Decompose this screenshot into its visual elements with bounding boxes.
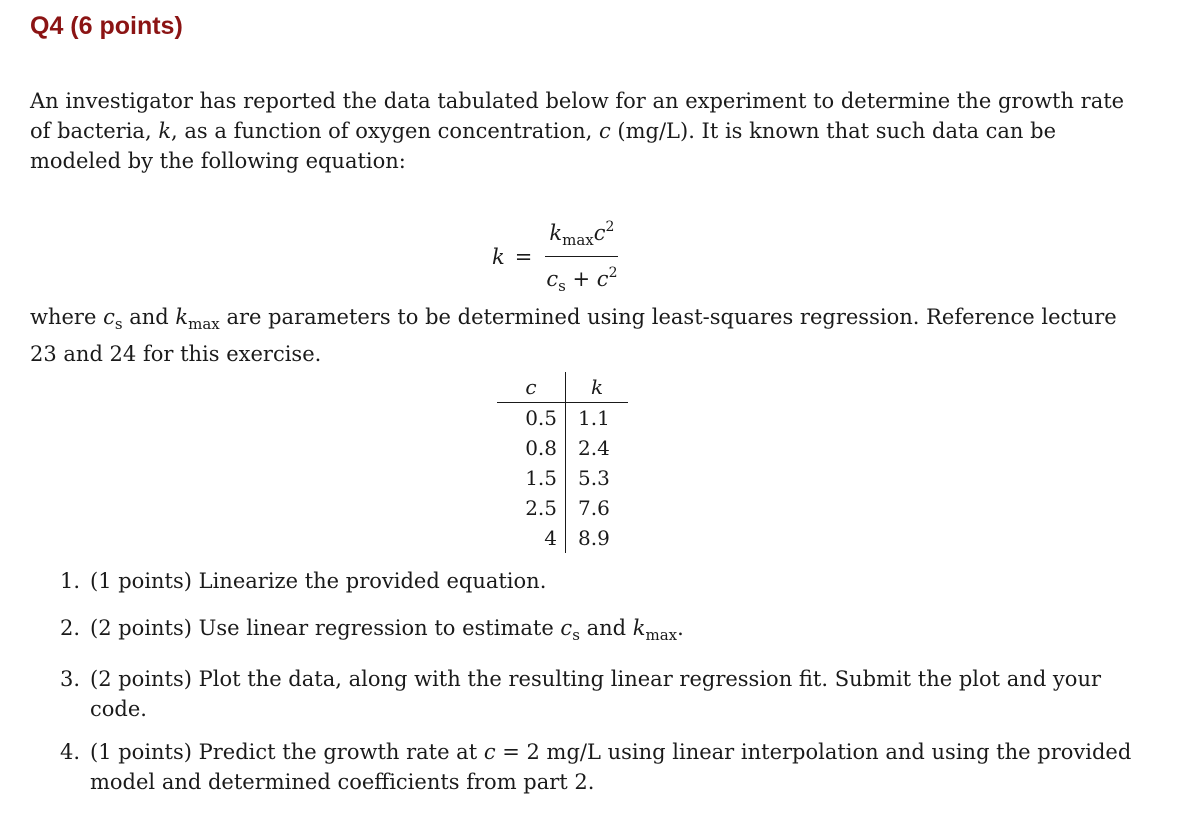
where-cs-sub: s	[114, 315, 123, 333]
question-3-number: 3.	[60, 667, 81, 691]
denominator-c2-sup: 2	[608, 265, 618, 281]
question-1	[60, 566, 1140, 596]
table-header-row	[497, 372, 628, 403]
table-cell-k: 1.1	[578, 406, 610, 430]
table-cell-k: 7.6	[578, 496, 610, 520]
where-cs: c	[103, 305, 115, 329]
denominator-c2: c	[596, 267, 609, 291]
table-cell-c: 2.5	[497, 493, 566, 523]
equation-lhs: k	[492, 244, 505, 269]
question-3	[60, 664, 1140, 724]
table-row	[497, 403, 628, 434]
question-2-text-3: .	[677, 616, 684, 640]
question-2-text	[90, 613, 1140, 650]
equation-numerator	[545, 214, 618, 257]
table-cell-c: 4	[497, 523, 566, 553]
equation-denominator	[542, 257, 621, 299]
table-row	[497, 433, 628, 463]
question-4-number: 4.	[60, 740, 81, 764]
question-1-number: 1.	[60, 569, 81, 593]
question-2	[60, 613, 1140, 650]
table-header-k: k	[590, 375, 604, 399]
table-header-c: c	[497, 372, 566, 403]
table-row	[497, 463, 628, 493]
denominator-c: c	[546, 267, 559, 291]
question-3-text: (2 points) Plot the data, along with the resulting linear regression fit. Submit the plot and your code.	[90, 667, 1102, 721]
denominator-c-sub: s	[558, 277, 566, 295]
denominator-plus: +	[572, 267, 591, 291]
question-4-var-c: c	[483, 740, 496, 764]
question-4	[60, 737, 1140, 797]
question-4-text-1: (1 points) Predict the growth rate at	[90, 740, 484, 764]
question-2-cs: c	[560, 616, 573, 640]
numerator-c: c	[593, 221, 606, 245]
question-2-kmax: k	[632, 616, 646, 640]
table-cell-k: 2.4	[578, 436, 610, 460]
question-heading: Q4 (6 points)	[30, 12, 183, 40]
question-4-text-2: = 2 mg/L using linear interpolation and using the provided model and determined coefficients from part 2.	[90, 740, 1132, 794]
table-cell-c: 1.5	[497, 463, 566, 493]
intro-var-c: c	[598, 119, 611, 143]
where-kmax: k	[175, 305, 189, 329]
question-1-text: (1 points) Linearize the provided equation.	[90, 569, 547, 593]
numerator-k: k	[549, 221, 563, 245]
intro-text-1: An investigator has reported the data tabulated below for an experiment to determine the growth rate of bacteria,	[30, 89, 1125, 143]
equation-fraction	[542, 214, 621, 299]
intro-var-k: k	[158, 119, 172, 143]
model-equation	[492, 214, 621, 299]
numerator-k-sub: max	[562, 231, 594, 249]
where-kmax-sub: max	[188, 315, 220, 333]
equation-equals: =	[514, 244, 533, 269]
question-2-number: 2.	[60, 616, 81, 640]
question-2-text-1: (2 points) Use linear regression to estimate	[90, 616, 561, 640]
question-list	[60, 566, 1140, 797]
table-row	[497, 493, 628, 523]
table-cell-k: 5.3	[578, 466, 610, 490]
data-table	[497, 372, 628, 553]
where-paragraph	[30, 302, 1140, 369]
question-2-kmax-sub: max	[645, 626, 678, 644]
table-cell-k: 8.9	[578, 526, 610, 550]
table-row	[497, 523, 628, 553]
table-cell-c: 0.8	[497, 433, 566, 463]
intro-paragraph	[30, 86, 1140, 176]
question-4-text	[90, 737, 1140, 797]
question-2-cs-sub: s	[572, 626, 580, 644]
intro-text-2: , as a function of oxygen concentration,	[171, 119, 599, 143]
intro-text-3: (mg/L). It is known that such data can be modeled by the following equation:	[30, 119, 1056, 173]
table-cell-c: 0.5	[497, 403, 566, 434]
where-text-2: and	[122, 305, 176, 329]
where-text-1: where	[30, 305, 104, 329]
where-text-3: are parameters to be determined using least-squares regression. Reference lecture 23 and 24 for this exercise.	[30, 305, 1117, 366]
question-2-text-2: and	[579, 616, 633, 640]
numerator-c-sup: 2	[605, 219, 615, 235]
